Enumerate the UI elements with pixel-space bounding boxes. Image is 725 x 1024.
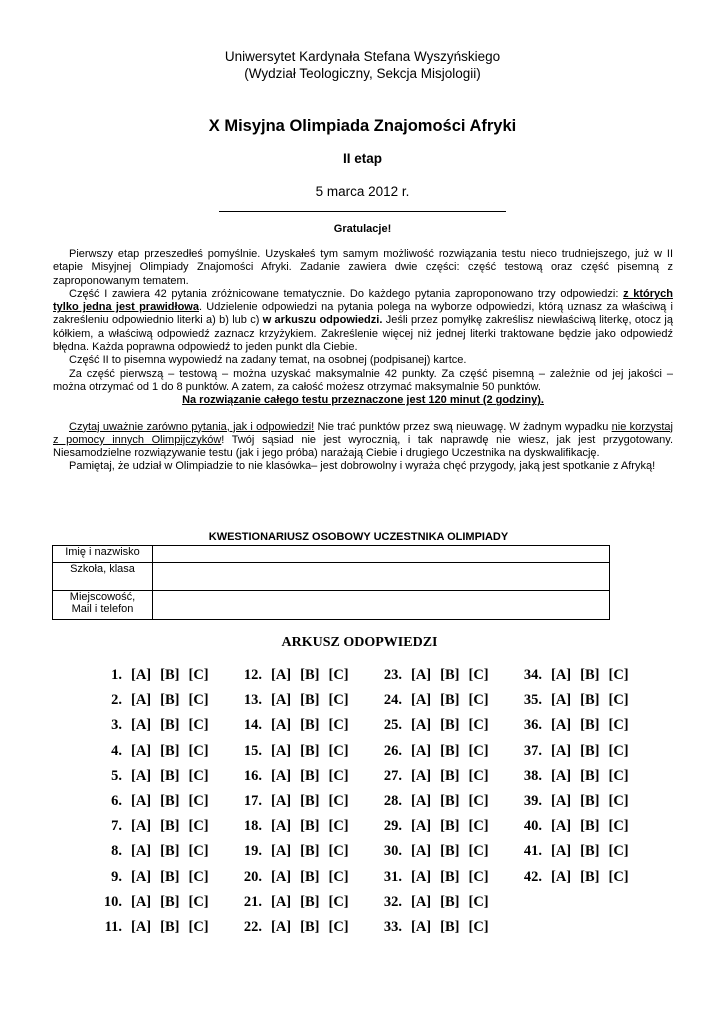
answer-option-b[interactable]: [B] [160,692,180,709]
answer-option-c[interactable]: [C] [608,717,629,734]
faculty-name: (Wydział Teologiczny, Sekcja Misjologii) [244,66,481,81]
answer-option-a[interactable]: [A] [271,868,292,885]
school-label: Szkoła, klasa [53,563,153,591]
answer-option-c[interactable]: [C] [188,717,209,734]
answer-option-c[interactable]: [C] [188,919,209,935]
answer-option-a[interactable]: [A] [271,843,292,860]
answer-option-b[interactable]: [B] [300,667,320,683]
answer-option-a[interactable]: [A] [551,742,572,759]
answer-option-c[interactable]: [C] [328,919,349,935]
answer-option-a[interactable]: [A] [271,793,292,809]
answer-item-9 [92,869,209,886]
question-number: 23. [383,667,402,683]
answer-option-c[interactable]: [C] [188,667,209,683]
answer-option-b[interactable]: [B] [440,742,460,759]
answer-option-b[interactable]: [B] [580,767,600,784]
answer-option-a[interactable]: [A] [411,843,432,860]
answer-option-c[interactable]: [C] [188,843,209,860]
answer-item-5 [92,768,209,785]
answer-item-7 [92,818,209,835]
answer-option-a[interactable]: [A] [551,767,572,784]
answer-option-c[interactable]: [C] [328,717,349,734]
answer-item-8 [92,843,209,860]
question-number: 33. [383,919,402,935]
answer-option-c[interactable]: [C] [328,742,349,759]
question-number: 2. [111,692,122,709]
answer-option-b[interactable]: [B] [160,667,180,683]
answer-item-39 [512,793,629,810]
answer-item-41 [512,843,629,860]
paragraph-intro: Pierwszy etap przeszedłeś pomyślnie. Uzyskałeś tym samym możliwość rozwiązania testu nieco trudniejszego, już w II etapie Misyjnej Olimpiady Znajomości Afryki. Zadanie zawiera dwie części: część testową oraz część pisemną z zaproponowanym tematem. [53,248,673,287]
answer-option-a[interactable]: [A] [131,793,152,809]
answer-option-c[interactable]: [C] [468,843,489,860]
question-number: 30. [383,843,402,860]
answer-option-c[interactable]: [C] [188,692,209,709]
answer-item-16 [232,768,349,785]
question-number: 27. [383,767,402,784]
answer-option-c[interactable]: [C] [608,667,629,683]
answer-item-15 [232,743,349,760]
answer-item-34 [512,667,629,684]
question-number: 22. [243,919,262,935]
answer-option-c[interactable]: [C] [328,818,349,835]
question-number: 32. [383,893,402,910]
time-limit-note: Na rozwiązanie całego testu przeznaczone jest 120 minut (2 godziny). [182,394,544,407]
answer-option-b[interactable]: [B] [300,843,320,860]
answer-option-c[interactable]: [C] [468,793,489,809]
answer-item-26 [372,743,489,760]
question-number: 12. [243,667,262,683]
answer-item-3 [92,717,209,734]
answer-option-b[interactable]: [B] [440,667,460,683]
answer-item-36 [512,717,629,734]
answer-option-a[interactable]: [A] [551,868,572,885]
paragraph-scoring: Za część pierwszą – testową – można uzyskać maksymalnie 42 punkty. Za część pisemną – zależnie od jej jakości – można otrzymać od 1 do 8 punktów. A zatem, za całość możesz otrzymać maksymalnie 50 punktów. [53,367,673,393]
answer-option-a[interactable]: [A] [411,868,432,885]
answer-option-c[interactable]: [C] [328,793,349,809]
answer-option-a[interactable]: [A] [551,692,572,709]
question-number: 26. [383,742,402,759]
answer-option-c[interactable]: [C] [468,919,489,935]
answer-option-b[interactable]: [B] [160,767,180,784]
answer-option-b[interactable]: [B] [300,767,320,784]
answer-option-a[interactable]: [A] [411,767,432,784]
answer-item-18 [232,818,349,835]
answer-option-b[interactable]: [B] [580,793,600,809]
answer-item-19 [232,843,349,860]
answer-option-c[interactable]: [C] [468,818,489,835]
answer-item-25 [372,717,489,734]
question-number: 9. [111,868,122,885]
answer-item-10 [92,894,209,911]
answer-option-a[interactable]: [A] [411,919,432,935]
answer-option-a[interactable]: [A] [271,767,292,784]
answer-option-c[interactable]: [C] [608,843,629,860]
question-number: 37. [523,742,542,759]
answer-option-c[interactable]: [C] [188,742,209,759]
answer-item-40 [512,818,629,835]
question-number: 29. [383,818,402,835]
answer-item-24 [372,692,489,709]
answer-option-a[interactable]: [A] [271,742,292,759]
contact-field[interactable] [153,591,610,620]
answer-option-b[interactable]: [B] [160,742,180,759]
question-number: 17. [243,793,262,809]
answer-option-b[interactable]: [B] [300,793,320,809]
answer-option-c[interactable]: [C] [468,893,489,910]
instructions-text [53,248,673,474]
answer-option-c[interactable]: [C] [608,818,629,835]
answer-item-32 [372,894,489,911]
answer-option-a[interactable]: [A] [271,919,292,935]
answer-item-28 [372,793,489,810]
questionnaire-row [53,591,610,620]
question-number: 3. [111,717,122,734]
answer-option-c[interactable]: [C] [468,742,489,759]
answer-item-37 [512,743,629,760]
answer-option-a[interactable]: [A] [271,893,292,910]
answer-option-a[interactable]: [A] [411,893,432,910]
answer-option-a[interactable]: [A] [411,667,432,683]
question-number: 1. [111,667,122,683]
answer-item-2 [92,692,209,709]
answer-item-30 [372,843,489,860]
answer-option-c[interactable]: [C] [608,793,629,809]
answer-item-29 [372,818,489,835]
paragraph-closing: Pamiętaj, że udział w Olimpiadzie to nie klasówka– jest dobrowolny i wyraża chęć przygody, jaką jest spotkanie z Afryką! [69,460,656,473]
answer-option-a[interactable]: [A] [551,818,572,835]
answer-option-b[interactable]: [B] [160,868,180,885]
document-title: X Misyjna Olimpiada Znajomości Afryki [208,117,517,135]
answer-option-b[interactable]: [B] [440,893,460,910]
question-number: 41. [523,843,542,860]
answer-option-b[interactable]: [B] [440,843,460,860]
answer-option-c[interactable]: [C] [328,843,349,860]
answer-item-12 [232,667,349,684]
answer-item-20 [232,869,349,886]
paragraph-part-two: Część II to pisemna wypowiedź na zadany temat, na osobnej (podpisanej) kartce. [69,354,467,367]
answer-option-c[interactable]: [C] [328,893,349,910]
answer-option-b[interactable]: [B] [300,742,320,759]
answer-option-c[interactable]: [C] [328,767,349,784]
answer-option-a[interactable]: [A] [131,818,152,835]
answer-option-c[interactable]: [C] [468,717,489,734]
answer-option-b[interactable]: [B] [440,818,460,835]
divider-line [219,211,506,212]
questionnaire-row [53,546,610,563]
answer-option-a[interactable]: [A] [131,742,152,759]
question-number: 31. [383,868,402,885]
answer-item-17 [232,793,349,810]
answer-option-c[interactable]: [C] [468,868,489,885]
single-correct-note: z których tylko jedna jest prawidłowa [53,287,673,314]
answer-option-c[interactable]: [C] [328,667,349,683]
question-number: 40. [523,818,542,835]
answer-option-b[interactable]: [B] [160,793,180,809]
answer-option-c[interactable]: [C] [468,692,489,709]
answer-option-b[interactable]: [B] [580,717,600,734]
question-number: 11. [104,919,122,935]
question-number: 38. [523,767,542,784]
answer-option-a[interactable]: [A] [271,818,292,835]
answer-item-21 [232,894,349,911]
answer-option-a[interactable]: [A] [551,793,572,809]
question-number: 39. [523,793,542,809]
question-number: 13. [243,692,262,709]
university-name: Uniwersytet Kardynała Stefana Wyszyńskiego [224,49,501,64]
question-number: 35. [523,692,542,709]
document-date: 5 marca 2012 r. [315,184,410,199]
answer-item-4 [92,743,209,760]
answer-option-c[interactable]: [C] [328,868,349,885]
answer-option-c[interactable]: [C] [468,667,489,683]
question-number: 7. [111,818,122,835]
answer-option-a[interactable]: [A] [131,868,152,885]
question-number: 6. [111,793,122,809]
answer-option-b[interactable]: [B] [440,868,460,885]
answer-item-11 [92,919,209,936]
answer-option-b[interactable]: [B] [160,843,180,860]
answer-item-14 [232,717,349,734]
questionnaire-table [52,545,610,620]
answer-option-b[interactable]: [B] [300,919,320,935]
answer-item-31 [372,869,489,886]
paragraph-part-one: Część I zawiera 42 pytania zróżnicowane tematycznie. Do każdego pytania zaproponowano trzy odpowiedzi: z których tylko jedna jest prawidłowa. Udzielenie odpowiedzi na pytania polega na wyborze odpowiedzi, którą uznasz za właściwą i zakreśleniu odpowiednio literki a) b) lub c) w arkuszu odpowiedzi. Jeśli przez pomyłkę zakreślisz niewłaściwą literkę, otocz ją kółkiem, a właściwą odpowiedź zaznacz krzyżykiem. Zakreślenie więcej niż jednej literki traktowane będzie jako odpowiedź błędna. Każda poprawna odpowiedź to jeden punkt dla Ciebie. [53,287,673,354]
answer-item-42 [512,869,629,886]
answer-option-a[interactable]: [A] [271,667,292,683]
answer-option-b[interactable]: [B] [300,868,320,885]
answer-option-b[interactable]: [B] [160,818,180,835]
answer-option-a[interactable]: [A] [271,692,292,709]
answer-option-c[interactable]: [C] [188,793,209,809]
answer-option-c[interactable]: [C] [188,767,209,784]
question-number: 15. [243,742,262,759]
answer-item-1 [92,667,209,684]
answer-item-23 [372,667,489,684]
question-number: 25. [383,717,402,734]
question-number: 34. [523,667,542,683]
answer-item-13 [232,692,349,709]
answer-option-a[interactable]: [A] [411,742,432,759]
question-number: 21. [243,893,262,910]
stage-label: II etap [342,151,382,166]
question-number: 20. [243,868,262,885]
answer-sheet-note: w arkuszu odpowiedzi. [262,314,383,327]
answer-option-b[interactable]: [B] [580,868,600,885]
answer-option-c[interactable]: [C] [188,818,209,835]
answer-option-b[interactable]: [B] [300,692,320,709]
answer-item-22 [232,919,349,936]
answer-option-c[interactable]: [C] [608,742,629,759]
answer-option-b[interactable]: [B] [580,667,600,683]
question-number: 4. [111,742,122,759]
answer-option-a[interactable]: [A] [551,667,572,683]
question-number: 36. [523,717,542,734]
questionnaire-title: KWESTIONARIUSZ OSOBOWY UCZESTNIKA OLIMPIADY [208,531,509,543]
answer-option-b[interactable]: [B] [580,843,600,860]
answer-item-33 [372,919,489,936]
answer-option-a[interactable]: [A] [411,818,432,835]
question-number: 8. [111,843,122,860]
answer-option-a[interactable]: [A] [411,793,432,809]
answer-sheet-title: ARKUSZ ODOPWIEDZI [281,635,438,650]
answer-option-a[interactable]: [A] [271,717,292,734]
answer-option-a[interactable]: [A] [551,843,572,860]
answer-item-38 [512,768,629,785]
answer-option-a[interactable]: [A] [131,893,152,910]
answer-option-a[interactable]: [A] [411,717,432,734]
answer-option-b[interactable]: [B] [440,793,460,809]
question-number: 5. [111,767,122,784]
question-number: 14. [243,717,262,734]
answer-option-a[interactable]: [A] [131,667,152,683]
questionnaire-row [53,563,610,591]
answer-option-a[interactable]: [A] [551,717,572,734]
question-number: 28. [383,793,402,809]
answer-option-b[interactable]: [B] [580,818,600,835]
answer-option-b[interactable]: [B] [440,692,460,709]
answer-option-b[interactable]: [B] [160,919,180,935]
answer-option-a[interactable]: [A] [131,843,152,860]
answer-option-c[interactable]: [C] [188,893,209,910]
answer-option-c[interactable]: [C] [188,868,209,885]
question-number: 16. [243,767,262,784]
question-number: 19. [243,843,262,860]
question-number: 42. [523,868,542,885]
answer-option-a[interactable]: [A] [411,692,432,709]
question-number: 10. [103,893,122,910]
answer-option-c[interactable]: [C] [608,692,629,709]
answer-option-b[interactable]: [B] [160,893,180,910]
answer-item-35 [512,692,629,709]
answer-option-a[interactable]: [A] [131,767,152,784]
answer-option-b[interactable]: [B] [440,919,460,935]
name-label: Imię i nazwisko [53,546,153,563]
university-header [0,48,725,82]
answer-option-a[interactable]: [A] [131,692,152,709]
congratulations-heading: Gratulacje! [333,223,392,235]
paragraph-warning: Czytaj uważnie zarówno pytania, jak i odpowiedzi! Nie trać punktów przez swą nieuwagę. W żadnym wypadku nie korzystaj z pomocy innych Olimpijczyków! Twój sąsiad nie jest wyrocznią, i tak naprawdę nie wiesz, jak jest przygotowany. Niesamodzielne rozwiązywanie testu (jak i jego próba) narażają Ciebie i drugiego Uczestnika na dyskwalifikację. [53,420,674,460]
answer-option-b[interactable]: [B] [160,717,180,734]
school-field[interactable] [153,563,610,591]
answer-option-b[interactable]: [B] [300,893,320,910]
name-field[interactable] [153,546,610,563]
answer-option-b[interactable]: [B] [580,742,600,759]
answer-option-c[interactable]: [C] [328,692,349,709]
answer-item-6 [92,793,209,810]
answer-option-a[interactable]: [A] [131,919,152,935]
answer-option-b[interactable]: [B] [300,818,320,835]
answer-option-b[interactable]: [B] [580,692,600,709]
answer-option-b[interactable]: [B] [300,717,320,734]
answer-item-27 [372,768,489,785]
question-number: 18. [243,818,262,835]
question-number: 24. [383,692,402,709]
answer-option-b[interactable]: [B] [440,767,460,784]
contact-label: Miejscowość, Mail i telefon [53,591,153,620]
answer-option-c[interactable]: [C] [468,767,489,784]
answer-option-c[interactable]: [C] [608,767,629,784]
answer-option-c[interactable]: [C] [608,868,629,885]
answer-option-b[interactable]: [B] [440,717,460,734]
answer-option-a[interactable]: [A] [131,717,152,734]
